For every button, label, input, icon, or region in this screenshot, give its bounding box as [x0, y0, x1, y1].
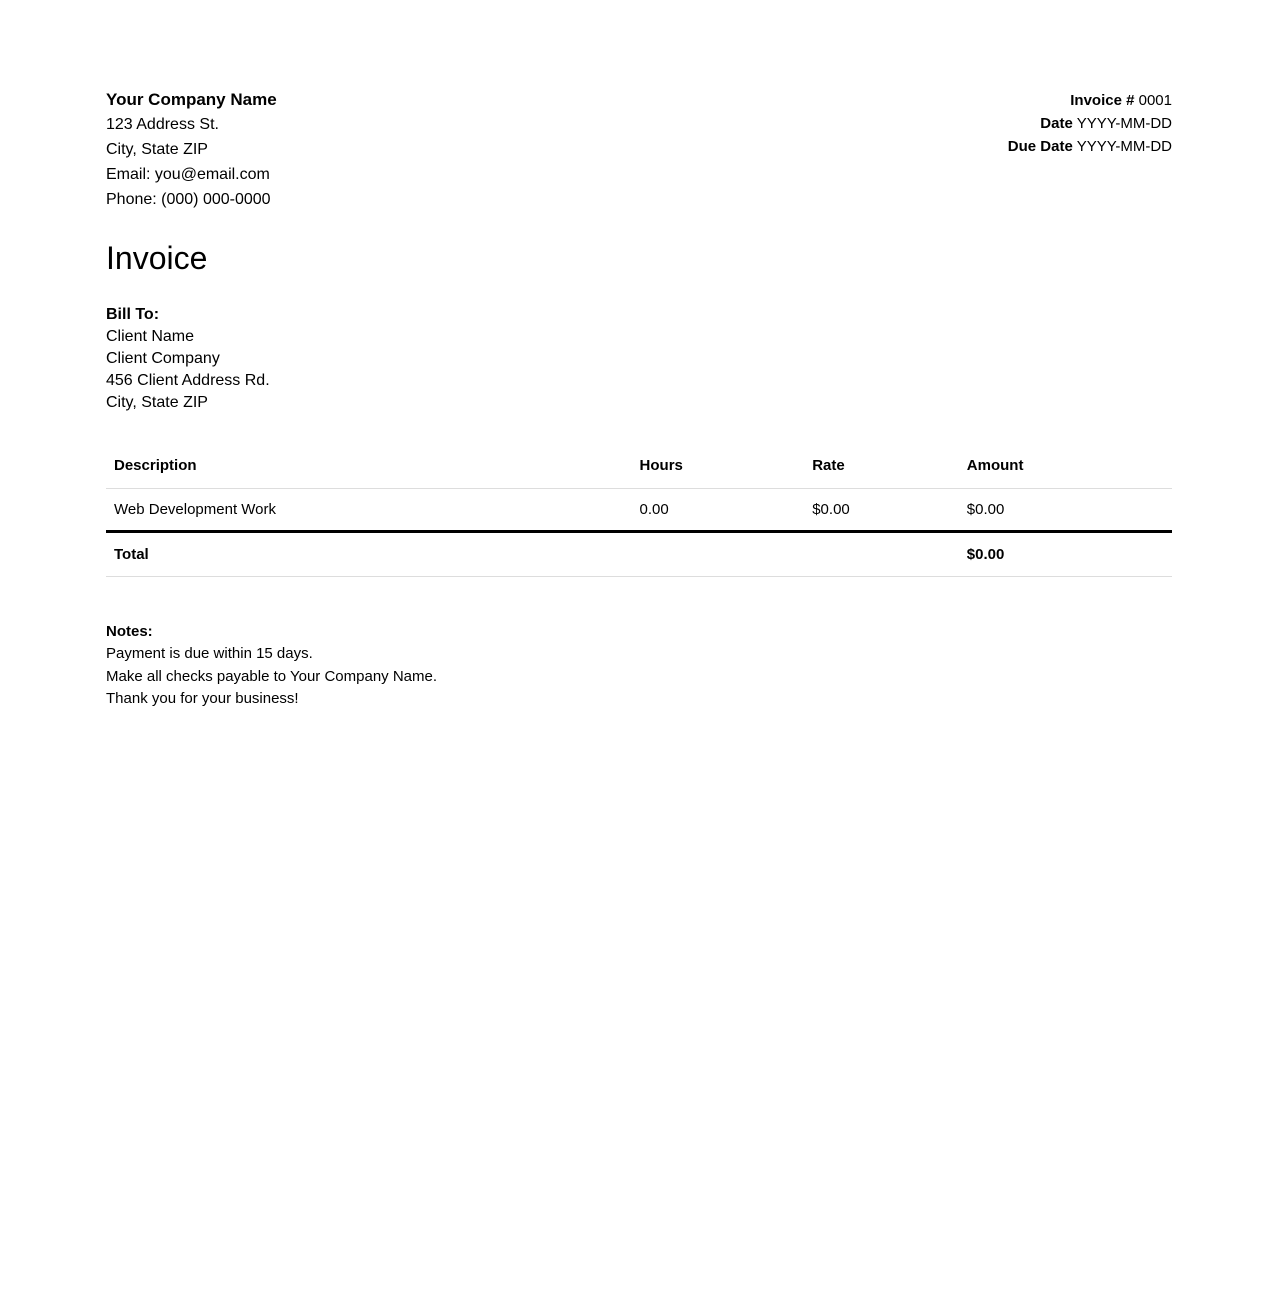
invoice-date-label: Date — [1040, 115, 1073, 132]
invoice-due-date-label: Due Date — [1007, 138, 1073, 155]
invoice-due-date-value: YYYY-MM-DD — [1076, 138, 1172, 155]
total-amount: $0.00 — [959, 532, 1172, 577]
invoice-date-value: YYYY-MM-DD — [1076, 115, 1172, 132]
invoice-number-label: Invoice # — [1070, 92, 1135, 109]
total-spacer-hours — [632, 532, 805, 577]
company-block — [106, 88, 277, 212]
cell-rate: $0.00 — [804, 489, 959, 532]
notes-line-thanks: Thank you for your business! — [106, 690, 299, 707]
invoice-date-line — [1008, 112, 1172, 135]
company-name: Your Company Name — [106, 90, 277, 109]
company-address-line1: 123 Address St. — [106, 116, 219, 133]
table-row — [106, 489, 1172, 532]
invoice-number-line — [1008, 89, 1172, 112]
header-amount: Amount — [959, 457, 1172, 489]
total-spacer-rate — [804, 532, 959, 577]
notes-block — [106, 620, 1172, 711]
company-phone: Phone: (000) 000-0000 — [106, 191, 271, 208]
bill-to-block — [106, 303, 1172, 414]
cell-amount: $0.00 — [959, 489, 1172, 532]
header-rate: Rate — [804, 457, 959, 489]
notes-label: Notes: — [106, 623, 153, 640]
invoice-header — [106, 88, 1172, 212]
company-email: Email: you@email.com — [106, 166, 270, 183]
cell-description: Web Development Work — [106, 489, 632, 532]
bill-to-label: Bill To: — [106, 306, 160, 323]
notes-line-checks: Make all checks payable to Your Company Name. — [106, 667, 438, 685]
total-label: Total — [106, 532, 632, 577]
header-hours: Hours — [632, 457, 805, 489]
invoice-meta-block — [1008, 88, 1172, 158]
invoice-due-date-line — [1008, 135, 1172, 158]
bill-to-client-name: Client Name — [106, 328, 195, 345]
invoice-title: Invoice — [106, 240, 208, 276]
bill-to-client-address: 456 Client Address Rd. — [106, 372, 270, 389]
header-description: Description — [106, 457, 632, 489]
table-header-row — [106, 457, 1172, 489]
notes-line-payment: Payment is due within 15 days. — [106, 645, 313, 662]
cell-hours: 0.00 — [632, 489, 805, 532]
bill-to-client-company: Client Company — [106, 350, 220, 367]
company-address-line2: City, State ZIP — [106, 141, 208, 158]
total-row — [106, 532, 1172, 577]
invoice-page — [106, 0, 1172, 711]
invoice-number-value: 0001 — [1138, 92, 1172, 109]
bill-to-client-city: City, State ZIP — [106, 394, 208, 411]
line-items-table — [106, 457, 1172, 577]
